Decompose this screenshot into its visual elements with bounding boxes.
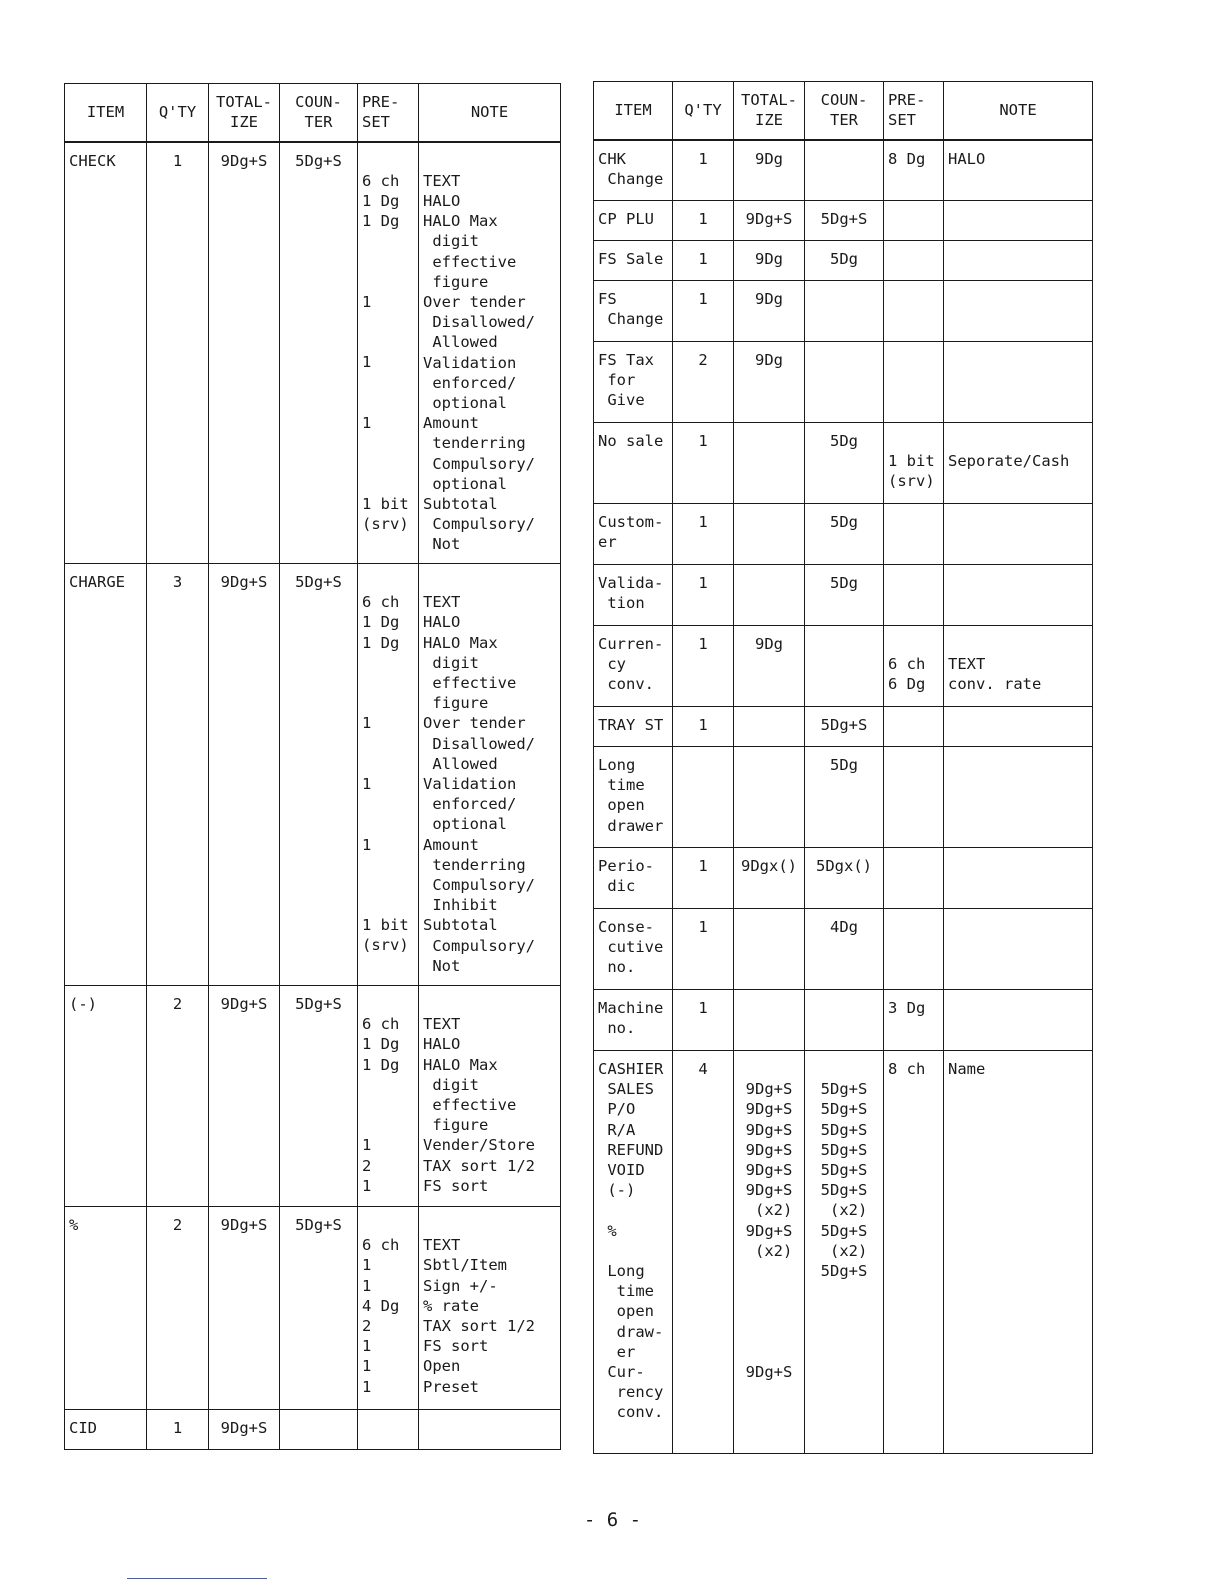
qty-cell: 1 xyxy=(673,626,734,707)
note-cell: TEXT HALO HALO Max digit effective figure Over tender Disallowed/ Allowed Validation enforced/ optional Amount tenderring Compulsory/ Inhibit Subtotal Compulsory/ Not xyxy=(419,564,561,986)
totalize-cell: 9Dg+S xyxy=(209,142,280,564)
table-row-machine xyxy=(594,990,1093,1051)
counter-cell: 5Dg xyxy=(805,423,884,504)
note-cell: TEXT HALO HALO Max digit effective figure Over tender Disallowed/ Allowed Validation enforced/ optional Amount tenderring Compulsory/ optional Subtotal Compulsory/ Not xyxy=(419,142,561,564)
totalize-cell: 9Dg xyxy=(734,281,805,342)
table-row-long-time xyxy=(594,747,1093,848)
preset-cell xyxy=(884,201,944,241)
header-note: NOTE xyxy=(944,82,1093,140)
item-cell: CHK Change xyxy=(594,140,673,201)
table-row-tray-st xyxy=(594,707,1093,747)
totalize-cell xyxy=(734,423,805,504)
table-row-cid xyxy=(65,1410,561,1450)
counter-cell: 5Dg+S xyxy=(280,564,358,986)
item-cell: Curren- cy conv. xyxy=(594,626,673,707)
item-cell: CHECK xyxy=(65,142,147,564)
note-cell xyxy=(944,848,1093,909)
totalize-cell: 9Dg+S xyxy=(209,564,280,986)
table-row-fs-tax xyxy=(594,342,1093,423)
note-cell xyxy=(419,1410,561,1450)
qty-cell: 1 xyxy=(673,423,734,504)
qty-cell: 1 xyxy=(673,140,734,201)
preset-cell xyxy=(884,909,944,990)
totalize-cell: 9Dg+S xyxy=(734,201,805,241)
header-item: ITEM xyxy=(594,82,673,140)
preset-cell xyxy=(884,747,944,848)
totalize-cell: 9Dg xyxy=(734,241,805,281)
item-cell: FS Tax for Give xyxy=(594,342,673,423)
qty-cell: 1 xyxy=(673,909,734,990)
qty-cell: 1 xyxy=(673,201,734,241)
counter-cell xyxy=(805,140,884,201)
note-cell xyxy=(944,747,1093,848)
note-cell: Name xyxy=(944,1051,1093,1454)
header-totalize: TOTAL- IZE xyxy=(734,82,805,140)
counter-cell: 5Dg xyxy=(805,565,884,626)
qty-cell: 2 xyxy=(673,342,734,423)
counter-cell: 5Dg xyxy=(805,504,884,565)
note-cell xyxy=(944,281,1093,342)
table-row-consecutive xyxy=(594,909,1093,990)
totalize-cell xyxy=(734,909,805,990)
counter-cell: 5Dg xyxy=(805,241,884,281)
counter-cell: 5Dgx() xyxy=(805,848,884,909)
counter-cell: 5Dg+S xyxy=(280,1207,358,1410)
item-cell: (-) xyxy=(65,986,147,1207)
table-row-no-sale xyxy=(594,423,1093,504)
header-row xyxy=(594,82,1093,140)
preset-cell: 3 Dg xyxy=(884,990,944,1051)
preset-cell xyxy=(884,707,944,747)
note-cell xyxy=(944,201,1093,241)
totalize-cell xyxy=(734,565,805,626)
table-row-currency-conv xyxy=(594,626,1093,707)
totalize-cell: 9Dg xyxy=(734,626,805,707)
header-note: NOTE xyxy=(419,84,561,142)
table-row-minus xyxy=(65,986,561,1207)
preset-cell xyxy=(884,848,944,909)
table-row-chk-change xyxy=(594,140,1093,201)
qty-cell: 1 xyxy=(673,990,734,1051)
header-counter: COUN- TER xyxy=(805,82,884,140)
preset-cell: 6 ch 1 Dg 1 Dg 1 2 1 xyxy=(358,986,419,1207)
qty-cell: 1 xyxy=(147,1410,209,1450)
table-row-cashier xyxy=(594,1051,1093,1454)
table-row-validation xyxy=(594,565,1093,626)
item-cell: CID xyxy=(65,1410,147,1450)
preset-cell xyxy=(884,342,944,423)
header-qty: Q'TY xyxy=(147,84,209,142)
item-cell: Long time open drawer xyxy=(594,747,673,848)
note-cell xyxy=(944,909,1093,990)
totalize-cell: 9Dg+S xyxy=(209,1410,280,1450)
table-row-check xyxy=(65,142,561,564)
totalize-cell: 9Dg+S xyxy=(209,1207,280,1410)
counter-cell xyxy=(280,1410,358,1450)
header-preset: PRE- SET xyxy=(358,84,419,142)
qty-cell: 1 xyxy=(147,142,209,564)
note-cell xyxy=(944,565,1093,626)
preset-cell xyxy=(884,241,944,281)
item-cell: Valida- tion xyxy=(594,565,673,626)
item-cell: Machine no. xyxy=(594,990,673,1051)
counter-cell: 5Dg+S xyxy=(805,201,884,241)
counter-cell: 5Dg+S xyxy=(805,707,884,747)
counter-cell xyxy=(805,990,884,1051)
item-cell: Conse- cutive no. xyxy=(594,909,673,990)
header-qty: Q'TY xyxy=(673,82,734,140)
item-cell: No sale xyxy=(594,423,673,504)
item-cell: Perio- dic xyxy=(594,848,673,909)
note-cell: Seporate/Cash xyxy=(944,423,1093,504)
table-row-customer xyxy=(594,504,1093,565)
note-cell: TEXT conv. rate xyxy=(944,626,1093,707)
note-cell xyxy=(944,241,1093,281)
qty-cell: 1 xyxy=(673,707,734,747)
note-cell: TEXT Sbtl/Item Sign +/- % rate TAX sort 1/2 FS sort Open Preset xyxy=(419,1207,561,1410)
totalize-cell xyxy=(734,990,805,1051)
counter-cell: 5Dg+S xyxy=(280,986,358,1207)
qty-cell xyxy=(673,747,734,848)
table-row-charge xyxy=(65,564,561,986)
qty-cell: 2 xyxy=(147,986,209,1207)
preset-cell: 6 ch 1 Dg 1 Dg 1 1 1 1 bit (srv) xyxy=(358,564,419,986)
item-cell: % xyxy=(65,1207,147,1410)
note-cell xyxy=(944,707,1093,747)
totalize-cell xyxy=(734,707,805,747)
page-number: - 6 - xyxy=(583,1509,642,1531)
note-cell xyxy=(944,342,1093,423)
totalize-cell: 9Dg+S xyxy=(209,986,280,1207)
qty-cell: 1 xyxy=(673,281,734,342)
qty-cell: 3 xyxy=(147,564,209,986)
item-cell: FS Change xyxy=(594,281,673,342)
totalize-cell xyxy=(734,504,805,565)
table-row-percent xyxy=(65,1207,561,1410)
preset-cell xyxy=(358,1410,419,1450)
counter-cell: 5Dg+S xyxy=(280,142,358,564)
preset-cell: 6 ch 1 1 4 Dg 2 1 1 1 xyxy=(358,1207,419,1410)
qty-cell: 1 xyxy=(673,565,734,626)
right-spec-table xyxy=(593,81,1093,1454)
preset-cell xyxy=(884,565,944,626)
totalize-cell: 9Dg xyxy=(734,140,805,201)
qty-cell: 1 xyxy=(673,504,734,565)
totalize-cell: 9Dgx() xyxy=(734,848,805,909)
preset-cell: 6 ch 6 Dg xyxy=(884,626,944,707)
header-row xyxy=(65,84,561,142)
totalize-cell xyxy=(734,747,805,848)
qty-cell: 1 xyxy=(673,848,734,909)
item-cell: FS Sale xyxy=(594,241,673,281)
table-row-periodic xyxy=(594,848,1093,909)
counter-cell: 4Dg xyxy=(805,909,884,990)
note-cell xyxy=(944,504,1093,565)
counter-cell xyxy=(805,342,884,423)
header-item: ITEM xyxy=(65,84,147,142)
counter-cell xyxy=(805,626,884,707)
counter-cell: 5Dg+S 5Dg+S 5Dg+S 5Dg+S 5Dg+S 5Dg+S (x2) 5Dg+S (x2) 5Dg+S xyxy=(805,1051,884,1454)
preset-cell xyxy=(884,281,944,342)
qty-cell: 1 xyxy=(673,241,734,281)
counter-cell: 5Dg xyxy=(805,747,884,848)
preset-cell xyxy=(884,504,944,565)
table-row-fs-change xyxy=(594,281,1093,342)
qty-cell: 2 xyxy=(147,1207,209,1410)
totalize-cell: 9Dg xyxy=(734,342,805,423)
counter-cell xyxy=(805,281,884,342)
note-cell: HALO xyxy=(944,140,1093,201)
preset-cell: 8 ch xyxy=(884,1051,944,1454)
qty-cell: 4 xyxy=(673,1051,734,1454)
item-cell: CASHIER SALES P/O R/A REFUND VOID (-) % Long time open draw- er Cur- rency conv. xyxy=(594,1051,673,1454)
preset-cell: 8 Dg xyxy=(884,140,944,201)
header-totalize: TOTAL- IZE xyxy=(209,84,280,142)
table-row-fs-sale xyxy=(594,241,1093,281)
preset-cell: 1 bit (srv) xyxy=(884,423,944,504)
item-cell: Custom- er xyxy=(594,504,673,565)
header-preset: PRE- SET xyxy=(884,82,944,140)
scan-artifact-line xyxy=(127,1578,267,1579)
header-counter: COUN- TER xyxy=(280,84,358,142)
totalize-cell: 9Dg+S 9Dg+S 9Dg+S 9Dg+S 9Dg+S 9Dg+S (x2) 9Dg+S (x2) 9Dg+S xyxy=(734,1051,805,1454)
left-spec-table xyxy=(64,83,561,1450)
preset-cell: 6 ch 1 Dg 1 Dg 1 1 1 1 bit (srv) xyxy=(358,142,419,564)
note-cell xyxy=(944,990,1093,1051)
note-cell: TEXT HALO HALO Max digit effective figure Vender/Store TAX sort 1/2 FS sort xyxy=(419,986,561,1207)
item-cell: CP PLU xyxy=(594,201,673,241)
item-cell: CHARGE xyxy=(65,564,147,986)
table-row-cp-plu xyxy=(594,201,1093,241)
item-cell: TRAY ST xyxy=(594,707,673,747)
